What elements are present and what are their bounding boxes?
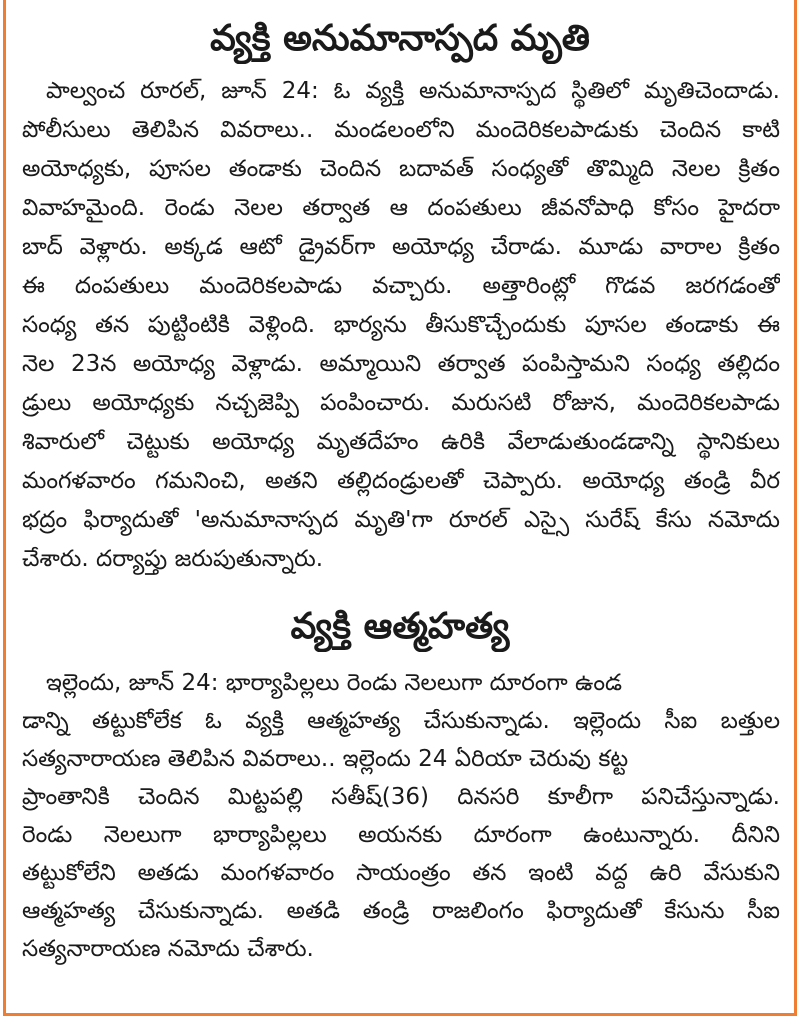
article-1-line: మంగళవారం గమనించి, అతని తల్లిదండ్రులతో చెప్పారు. అయోధ్య తండ్రి వీర xyxy=(22,468,780,494)
article-2-line: ఆత్మహత్య చేసుకున్నాడు. అతడి తండ్రి రాజలింగం ఫిర్యాదుతో కేసును సీఐ xyxy=(22,898,780,924)
article-2-line: సత్యనారాయణ నమోదు చేశారు. xyxy=(22,936,314,962)
article-2-body xyxy=(22,664,780,968)
article-2-line: ఇల్లెందు, జూన్ 24: భార్యాపిల్లలు రెండు నెలలుగా దూరంగా ఉండ xyxy=(46,670,623,696)
article-1-line: సంధ్య తన పుట్టింటికి వెళ్లింది. భార్యను తీసుకొచ్చేందుకు పూసల తండాకు ఈ xyxy=(22,312,780,338)
article-2-line: రెండు నెలలుగా భార్యాపిల్లలు అయనకు దూరంగా ఉంటున్నారు. దీనిని xyxy=(22,822,780,848)
article-2-line: ప్రాంతానికి చెందిన మిట్టపల్లి సతీష్(36) దినసరి కూలీగా పనిచేస్తున్నాడు. xyxy=(22,784,780,810)
article-1-line: ఈ దంపతులు మందెరికలపాడు వచ్చారు. అత్తారింట్లో గొడవ జరగడంతో xyxy=(22,273,780,299)
article-2-headline: వ్యక్తి ఆత్మహత్య xyxy=(290,606,510,647)
article-1-headline: వ్యక్తి అనుమానాస్పద మృతి xyxy=(210,18,590,59)
article-2-line: తట్టుకోలేని అతడు మంగళవారం సాయంత్రం తన ఇంటి వద్ద ఉరి వేసుకుని xyxy=(22,860,780,886)
article-1-line: పోలీసులు తెలిపిన వివరాలు.. మండలంలోని మందెరికలపాడుకు చెందిన కాటి xyxy=(22,117,780,143)
article-1-line: బాద్ వెళ్లారు. అక్కడ ఆటో డ్రైవర్‌గా అయోధ్య చేరాడు. మూడు వారాల క్రితం xyxy=(22,234,780,260)
article-1-body xyxy=(22,72,780,579)
article-1-line: చేశారు. దర్యాప్తు జరుపుతున్నారు. xyxy=(22,546,324,572)
article-1-line: భద్రం ఫిర్యాదుతో 'అనుమానాస్పద మృతి'గా రూరల్ ఎస్సై సురేష్ కేసు నమోదు xyxy=(22,507,780,533)
article-1-line: శివారులో చెట్టుకు అయోధ్య మృతదేహం ఉరికి వేలాడుతుండడాన్ని స్థానికులు xyxy=(22,429,780,455)
article-1-line: డ్రులు అయోధ్యకు నచ్చజెప్పి పంపించారు. మరుసటి రోజున, మందెరికలపాడు xyxy=(22,390,780,416)
article-1-line: వివాహమైంది. రెండు నెలల తర్వాత ఆ దంపతులు జీవనోపాధి కోసం హైదరా xyxy=(22,195,780,221)
article-2-line: డాన్ని తట్టుకోలేక ఓ వ్యక్తి ఆత్మహత్య చేసుకున్నాడు. ఇల్లెందు సీఐ బత్తుల xyxy=(22,708,780,734)
article-2-line: సత్యనారాయణ తెలిపిన వివరాలు.. ఇల్లెందు 24 ఏరియా చెరువు కట్ట xyxy=(22,746,629,772)
article-1-line: పాల్వంచ రూరల్, జూన్ 24: ఓ వ్యక్తి అనుమానాస్పద స్థితిలో మృతిచెందాడు. xyxy=(46,78,780,104)
article-1-line: నెల 23న అయోధ్య వెళ్లాడు. అమ్మాయిని తర్వాత పంపిస్తామని సంధ్య తల్లిదం xyxy=(22,351,780,377)
article-1-line: అయోధ్యకు, పూసల తండాకు చెందిన బదావత్ సంధ్యతో తొమ్మిది నెలల క్రితం xyxy=(22,156,780,182)
